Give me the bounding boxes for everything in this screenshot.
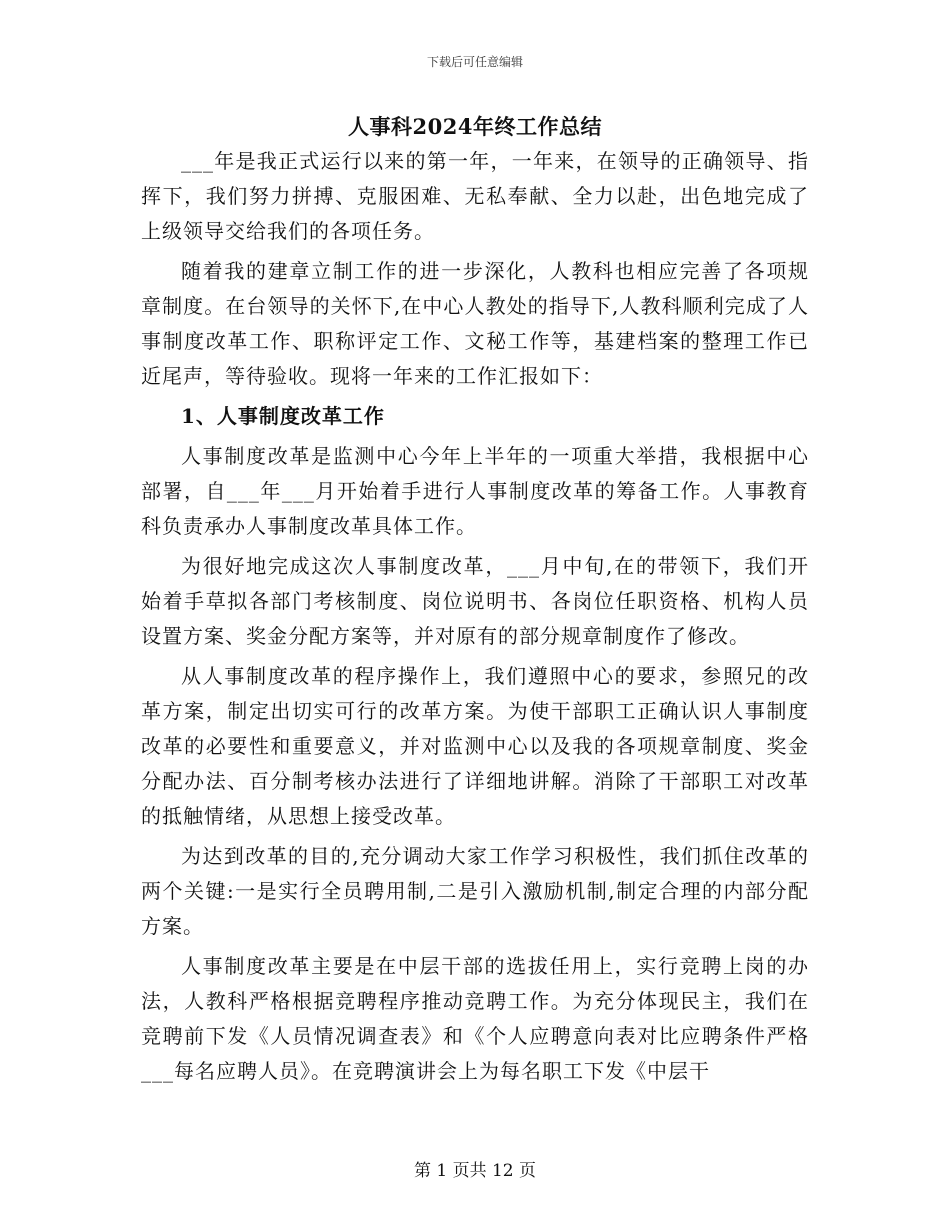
section-paragraph: 为很好地完成这次人事制度改革，___月中旬,在的带领下，我们开始着手草拟各部门考核制度、岗位说明书、各岗位任职资格、机构人员设置方案、奖金分配方案等，并对原有的部分规章制度作了修改。 <box>141 554 809 648</box>
section-heading: 1、人事制度改革工作 <box>181 404 385 428</box>
section-paragraph: 人事制度改革是监测中心今年上半年的一项重大举措，我根据中心部署，自___年___月开始着手进行人事制度改革的筹备工作。人事教育科负责承办人事制度改革具体工作。 <box>141 444 809 538</box>
page-header: 下载后可任意编辑 <box>426 55 523 69</box>
section-paragraph: 人事制度改革主要是在中层干部的选拔任用上，实行竞聘上岗的办法，人教科严格根据竞聘程序推动竞聘工作。为充分体现民主，我们在竞聘前下发《人员情况调查表》和《个人应聘意向表对比应聘条件严格___每名应聘人员》。在竞聘演讲会上为每名职工下发《中层干 <box>141 954 809 1083</box>
intro-paragraph: 随着我的建章立制工作的进一步深化，人教科也相应完善了各项规章制度。在台领导的关怀下,在中心人教处的指导下,人教科顺利完成了人事制度改革工作、职称评定工作、文秘工作等，基建档案的整理工作已近尾声，等待验收。现将一年来的工作汇报如下： <box>141 259 809 388</box>
intro-paragraph: ___年是我正式运行以来的第一年，一年来，在领导的正确领导、指挥下，我们努力拼搏、克服困难、无私奉献、全力以赴，出色地完成了上级领导交给我们的各项任务。 <box>141 149 809 243</box>
document-body <box>141 110 809 1094</box>
section-paragraph: 为达到改革的目的,充分调动大家工作学习积极性，我们抓住改革的两个关键:一是实行全员聘用制,二是引入激励机制,制定合理的内部分配方案。 <box>141 844 809 938</box>
page-footer: 第 1 页共 12 页 <box>413 1161 537 1181</box>
section-paragraph: 从人事制度改革的程序操作上，我们遵照中心的要求，参照兄的改革方案，制定出切实可行的改革方案。为使干部职工正确认识人事制度改革的必要性和重要意义，并对监测中心以及我的各项规章制度、奖金分配办法、百分制考核办法进行了详细地讲解。消除了干部职工对改革的抵触情绪，从思想上接受改革。 <box>141 664 809 828</box>
document-title: 人事科2024年终工作总结 <box>348 114 602 139</box>
